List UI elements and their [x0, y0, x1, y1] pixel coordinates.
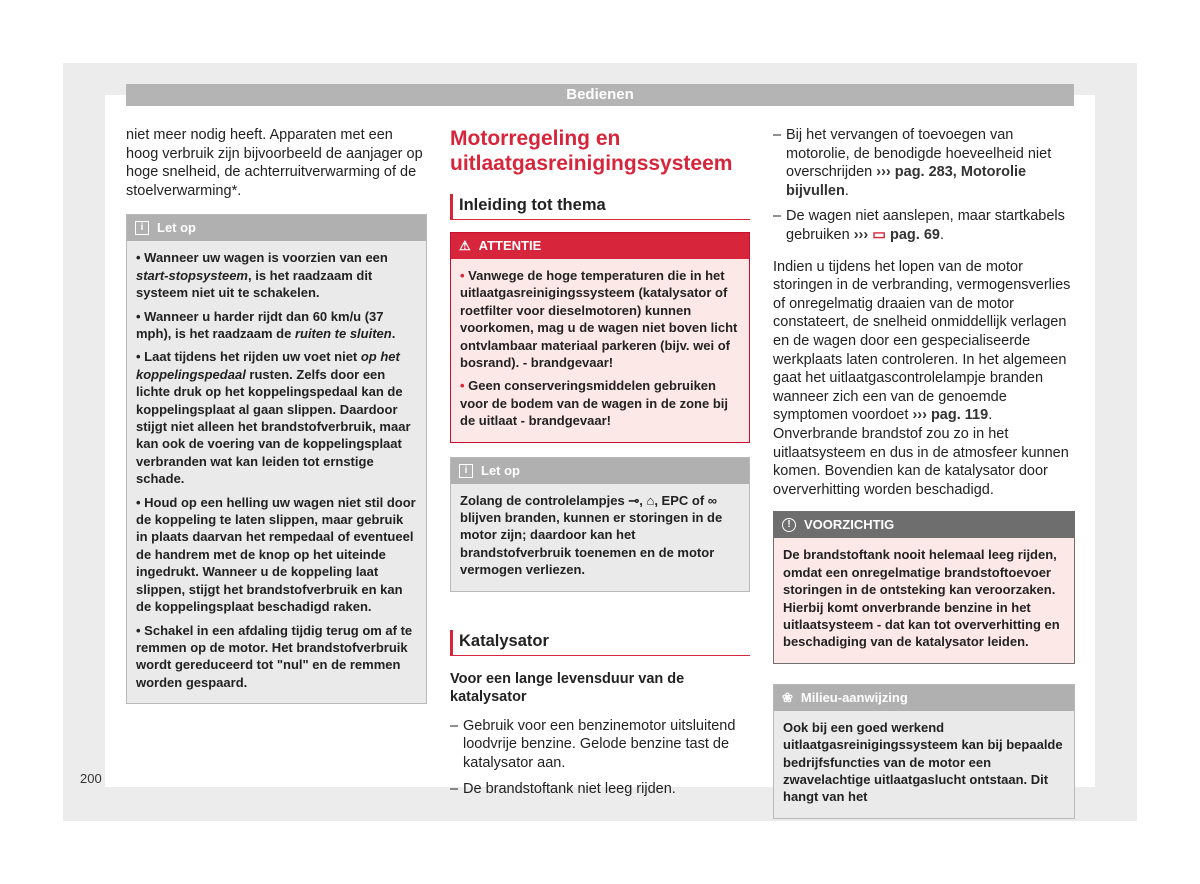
- section-heading-catalyst: Katalysator: [450, 630, 750, 656]
- section-heading-intro: Inleiding tot thema: [450, 194, 750, 220]
- caution-title: VOORZICHTIG: [804, 517, 895, 533]
- link-pag-283[interactable]: ››› pag. 283, Motorolie bijvullen: [786, 164, 1027, 199]
- column-2: [450, 126, 750, 805]
- environment-title: Milieu-aanwijzing: [800, 689, 908, 705]
- note-title-2: Let op: [481, 462, 520, 478]
- warning-body: [451, 259, 749, 442]
- book-icon: ▭: [872, 226, 886, 243]
- warning-triangle-icon: ⚠: [459, 238, 471, 253]
- note-body-2: Zolang de controlelampjes ⊸, ⌂, EPC of ∞ blijven branden, kunnen er storingen in de motor zijn; daardoor kan het brandstofverbruik toenemen en de motor vermogen verliezen.: [451, 484, 749, 591]
- note-box-2: [450, 457, 750, 592]
- info-icon: i: [135, 221, 149, 235]
- warning-item: • Geen conserveringsmiddelen gebruiken voor de bodem van de wagen in de zone bij de uitlaat - brandgevaar!: [460, 378, 728, 429]
- environment-body: Ook bij een goed werkend uitlaatgasreinigingssysteem kan bij bepaalde bedrijfsfuncties van de motor een zwavelachtige uitlaatgaslucht ontstaan. Dit hangt van het: [774, 711, 1074, 818]
- subheading: Voor een lange levensduur van de katalysator: [450, 670, 685, 706]
- intro-paragraph: niet meer nodig heeft. Apparaten met een hoog verbruik zijn bijvoorbeeld de aanjager op hoge snelheid, de achterruitverwarming of de stoelverwarming*.: [126, 127, 423, 199]
- epc-label: EPC: [661, 492, 689, 508]
- warning-item: • Vanwege de hoge temperaturen die in het uitlaatgasreinigingssysteem (katalysator of roetfilter voor dieselmotoren) kunnen voorkomen, mag u de wagen niet boven licht ontvlambaar materiaal parkeren (bijv. wei of bosrand). - brandgevaar!: [460, 268, 738, 371]
- link-pag-119[interactable]: ››› pag. 119: [912, 407, 989, 424]
- list-item: – Gebruik voor een benzinemotor uitsluitend loodvrije benzine. Gelode benzine tast de katalysator aan.: [450, 717, 736, 772]
- list-item: – De wagen niet aanslepen, maar startkabels gebruiken ››› ▭ pag. 69.: [773, 208, 1065, 243]
- warning-title: ATTENTIE: [478, 238, 542, 253]
- environment-header: [774, 685, 1074, 711]
- link-pag-69[interactable]: pag. 69: [889, 226, 940, 243]
- glow-plug-icon: ⊸: [628, 492, 640, 508]
- column-1: [126, 126, 427, 704]
- page-number: 200: [80, 771, 102, 786]
- column-3: [773, 126, 1075, 819]
- note-header-2: [451, 458, 749, 484]
- exhaust-icon: ∞: [707, 492, 718, 508]
- caution-body: De brandstoftank nooit helemaal leeg rijden, omdat een onregelmatige brandstoftoevoer storingen in de ontsteking kan veroorzaken. Hierbij komt onverbrande benzine in het uitlaatsysteem - dat kan tot oververhitting en beschadiging van de katalysator leiden.: [774, 538, 1074, 662]
- engine-icon: ⌂: [646, 492, 655, 508]
- list-item: – Bij het vervangen of toevoegen van motorolie, de benodigde hoeveelheid niet overschrijden ››› pag. 283, Motorolie bijvullen.: [773, 127, 1052, 199]
- caution-icon: !: [782, 518, 796, 532]
- flower-icon: ❀: [782, 689, 793, 705]
- warning-box: [450, 232, 750, 443]
- warning-header: [451, 233, 749, 259]
- chapter-title: Motorregeling en uitlaatgasreinigingssysteem: [450, 127, 733, 175]
- note-item: • Houd op een helling uw wagen niet stil door de koppeling te laten slippen, maar gebruik in plaats daarvan het rempedaal of eventueel de handrem met de knop op het uiteinde ingedrukt. Wanneer u de koppeling laat slippen, stijgt het brandstofverbruik en kan de koppelingsplaat beschadigd raken.: [136, 494, 416, 615]
- note-body: [127, 241, 426, 703]
- note-item: • Laat tijdens het rijden uw voet niet op het koppelingspedaal rusten. Zelfs door een lichte druk op het koppelingspedaal kan de koppelingsplaat al gaan slippen. Daardoor stijgt niet alleen het brandstofverbruik, maar kan ook de voering van de koppelingsplaat verbranden wat kan leiden tot ernstige schade.: [136, 349, 411, 487]
- list-item: – De brandstoftank niet leeg rijden.: [450, 780, 676, 797]
- info-icon: i: [459, 464, 473, 478]
- section-header: Bedienen: [126, 84, 1074, 106]
- note-box: [126, 214, 427, 704]
- caution-header: [774, 512, 1074, 538]
- note-header: [127, 215, 426, 241]
- note-item: • Wanneer u harder rijdt dan 60 km/u (37 mph), is het raadzaam de ruiten te sluiten.: [136, 308, 396, 341]
- note-title: Let op: [157, 220, 196, 236]
- caution-box: [773, 511, 1075, 663]
- note-item: • Wanneer uw wagen is voorzien van een start-stopsysteem, is het raadzaam dit systeem niet uit te schakelen.: [136, 250, 388, 301]
- paragraph: Indien u tijdens het lopen van de motor storingen in de verbranding, vermogensverlies of onregelmatig draaien van de motor constateert, de snelheid onmiddellijk verlagen en de wagen door een gespecialiseerde werkplaats laten controleren. In het algemeen gaat het uitlaatgascontrolelampje branden wanneer zich een van de genoemde symptomen voordoet ››› pag. 119. Onverbrande brandstof zou zo in het uitlaatsysteem en dus in de atmosfeer kunnen komen. Bovendien kan de katalysator door oververhitting worden beschadigd.: [773, 258, 1071, 498]
- note-item: • Schakel in een afdaling tijdig terug om af te remmen op de motor. Het brandstofverbruik wordt gereduceerd tot "nul" en de remmen worden gespaard.: [136, 622, 413, 690]
- environment-box: [773, 684, 1075, 819]
